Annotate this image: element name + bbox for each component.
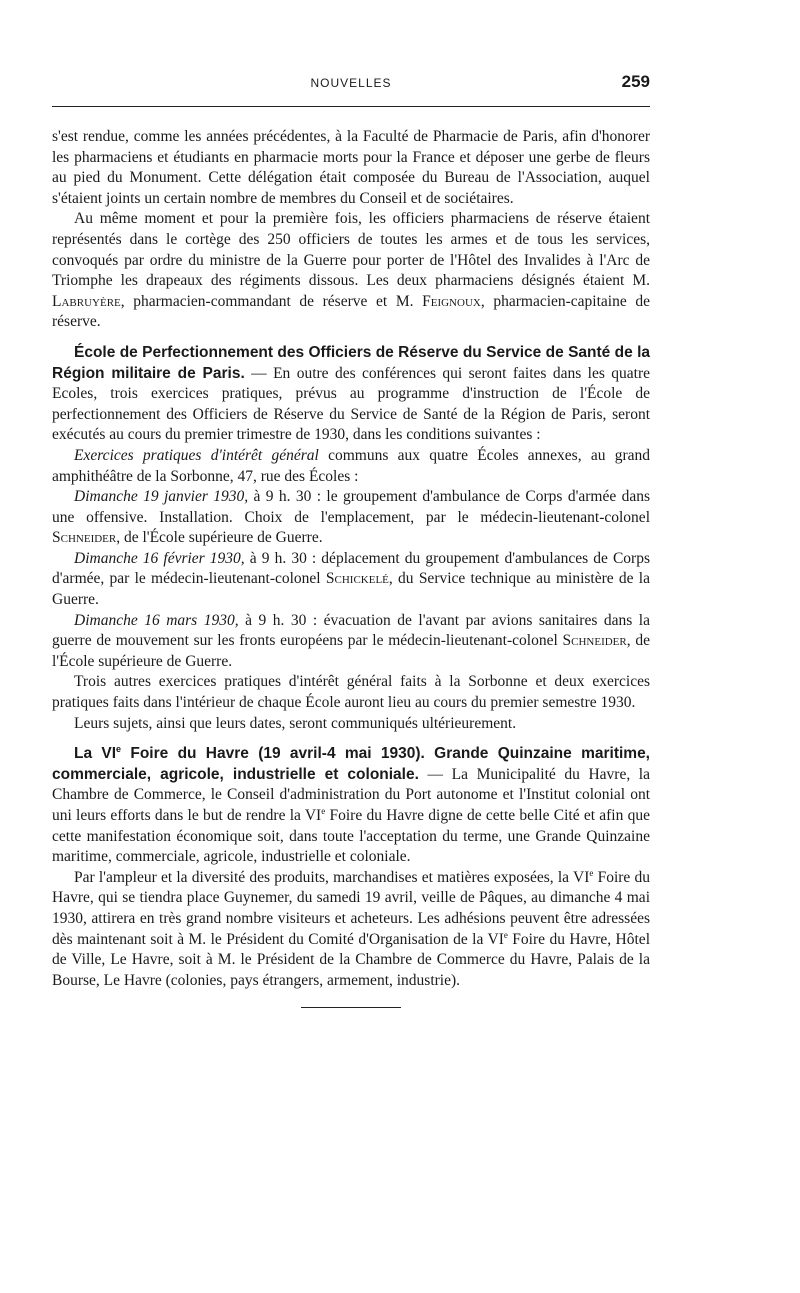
section-title: École de Perfectionnement des Officiers de Réserve du Service de Santé de la Région militaire de Paris.	[52, 343, 650, 382]
text: Trois autres exercices pratiques d'intérêt général faits à la Sorbonne et deux exercices pratiques faits dans l'intérieur de chaque École auront lieu au cours du premier semestre 1930.	[52, 673, 650, 712]
person-name: Feignoux	[422, 292, 481, 310]
person-name: Schneider	[52, 529, 117, 547]
paragraph-continued	[52, 127, 650, 209]
paragraph-foire-details	[52, 868, 650, 992]
text: communs aux quatre Écoles annexes, au grand amphithéâtre de la Sorbonne, 47, rue des Écoles :	[52, 446, 650, 485]
header-rule	[52, 106, 650, 107]
text: Foire du Havre digne de cette belle Cité et afin que cette manifestation économique soit, dans toute l'acceptation du terme, une Grande Quinzaine maritime, commerciale, agricole, industrielle et coloniale.	[52, 807, 650, 866]
running-head-title: NOUVELLES	[310, 76, 392, 90]
text: , pharmacien-commandant de réserve et M.	[120, 292, 423, 310]
section-ecole-perfectionnement	[52, 343, 650, 446]
section-foire-du-havre	[52, 744, 650, 868]
text: Par l'ampleur et la diversité des produits, marchandises et matières exposées, la VI	[74, 868, 590, 886]
text: Leurs sujets, ainsi que leurs dates, seront communiqués ultérieurement.	[74, 714, 517, 732]
person-name: Labruyère	[52, 292, 121, 310]
page	[52, 60, 650, 1008]
paragraph-exercise-1	[52, 487, 650, 549]
text: s'est rendue, comme les années précédentes, à la Faculté de Pharmacie de Paris, afin d'honorer les pharmaciens et étudiants en pharmacie morts pour la France et déposer une gerbe de fleurs au pied du Monument. Cette délégation était composée du Bureau de l'Association, auquel s'étaient joints un certain nombre de membres du Conseil et de sociétaires.	[52, 128, 650, 207]
text: , du Service technique au ministère de la Guerre.	[52, 570, 650, 609]
text: Foire du Havre, Hôtel de Ville, Le Havre, soit à M. le Président de la Chambre de Commerce du Havre, Palais de la Bourse, Le Havre (colonies, pays étrangers, armement, industrie).	[52, 930, 650, 989]
text: à 9 h. 30 : le groupement d'ambulance de Corps d'armée dans une offensive. Installation. Choix de l'emplacement, par le médecin-lieutenant-colonel	[52, 488, 650, 526]
text: , pharmacien-capitaine de réserve.	[52, 292, 650, 331]
superscript: e	[321, 805, 326, 816]
italic-text: Exercices pratiques d'intérêt général	[74, 446, 319, 464]
exercise-date: Dimanche 16 mars 1930,	[74, 611, 239, 629]
exercise-date: Dimanche 19 janvier 1930,	[74, 488, 249, 506]
text: , de l'École supérieure de Guerre.	[116, 529, 323, 547]
exercise-date: Dimanche 16 février 1930,	[74, 549, 245, 567]
text: à 9 h. 30 : évacuation de l'avant par avions sanitaires dans la guerre de mouvement sur les fronts européens par le médecin-lieutenant-colonel	[52, 611, 650, 650]
page-number: 259	[621, 72, 650, 91]
text: — La Municipalité du Havre, la Chambre de Commerce, le Conseil d'administration du Port autonome et l'Institut colonial ont uni leurs efforts dans le but de rendre la VI	[52, 765, 650, 824]
person-name: Schickelé	[325, 570, 389, 588]
paragraph-exercices	[52, 446, 650, 487]
superscript: e	[503, 929, 508, 940]
superscript: e	[116, 744, 122, 755]
superscript: e	[589, 867, 594, 878]
closing-rule	[301, 1007, 401, 1008]
paragraph-exercise-2	[52, 549, 650, 611]
text: à 9 h. 30 : déplacement du groupement d'ambulances de Corps d'armée, par le médecin-lieutenant-colonel	[52, 549, 650, 588]
paragraph-reserve-officers	[52, 209, 650, 333]
paragraph-other-exercises	[52, 672, 650, 713]
title-part: La VI	[74, 745, 117, 763]
text: Foire du Havre, qui se tiendra place Guynemer, du samedi 19 avril, veille de Pâques, au dimanche 4 mai 1930, attirera en très grand nombre visiteurs et acheteurs. Les adhésions peuvent être adressées dès maintenant soit à M. le Président du Comité d'Organisation de la VI	[52, 868, 651, 948]
person-name: Schneider	[562, 632, 627, 650]
paragraph-exercise-3	[52, 611, 650, 673]
text: — En outre des conférences qui seront faites dans les quatre Ecoles, trois exercices pratiques, prévus au programme d'instruction de l'École de perfectionnement des Officiers de Réserve du Service de Santé de la Région de Paris, seront exécutés au cours du premier trimestre de 1930, dans les conditions suivantes :	[52, 364, 651, 444]
paragraph-subjects	[52, 714, 650, 735]
running-head	[52, 60, 650, 100]
title-part: Foire du Havre (19 avril-4 mai 1930). Grande Quinzaine maritime, commerciale, agricole, industrielle et coloniale.	[52, 745, 650, 783]
text: Au même moment et pour la première fois, les officiers pharmaciens de réserve étaient représentés dans le cortège des 250 officiers de toutes les armes et de tous les services, convoqués par ordre du ministre de la Guerre pour porter de l'Hôtel des Invalides à l'Arc de Triomphe les drapeaux des régiments dissous. Les deux pharmaciens désignés étaient M.	[52, 210, 650, 290]
text: , de l'École supérieure de Guerre.	[52, 632, 650, 670]
